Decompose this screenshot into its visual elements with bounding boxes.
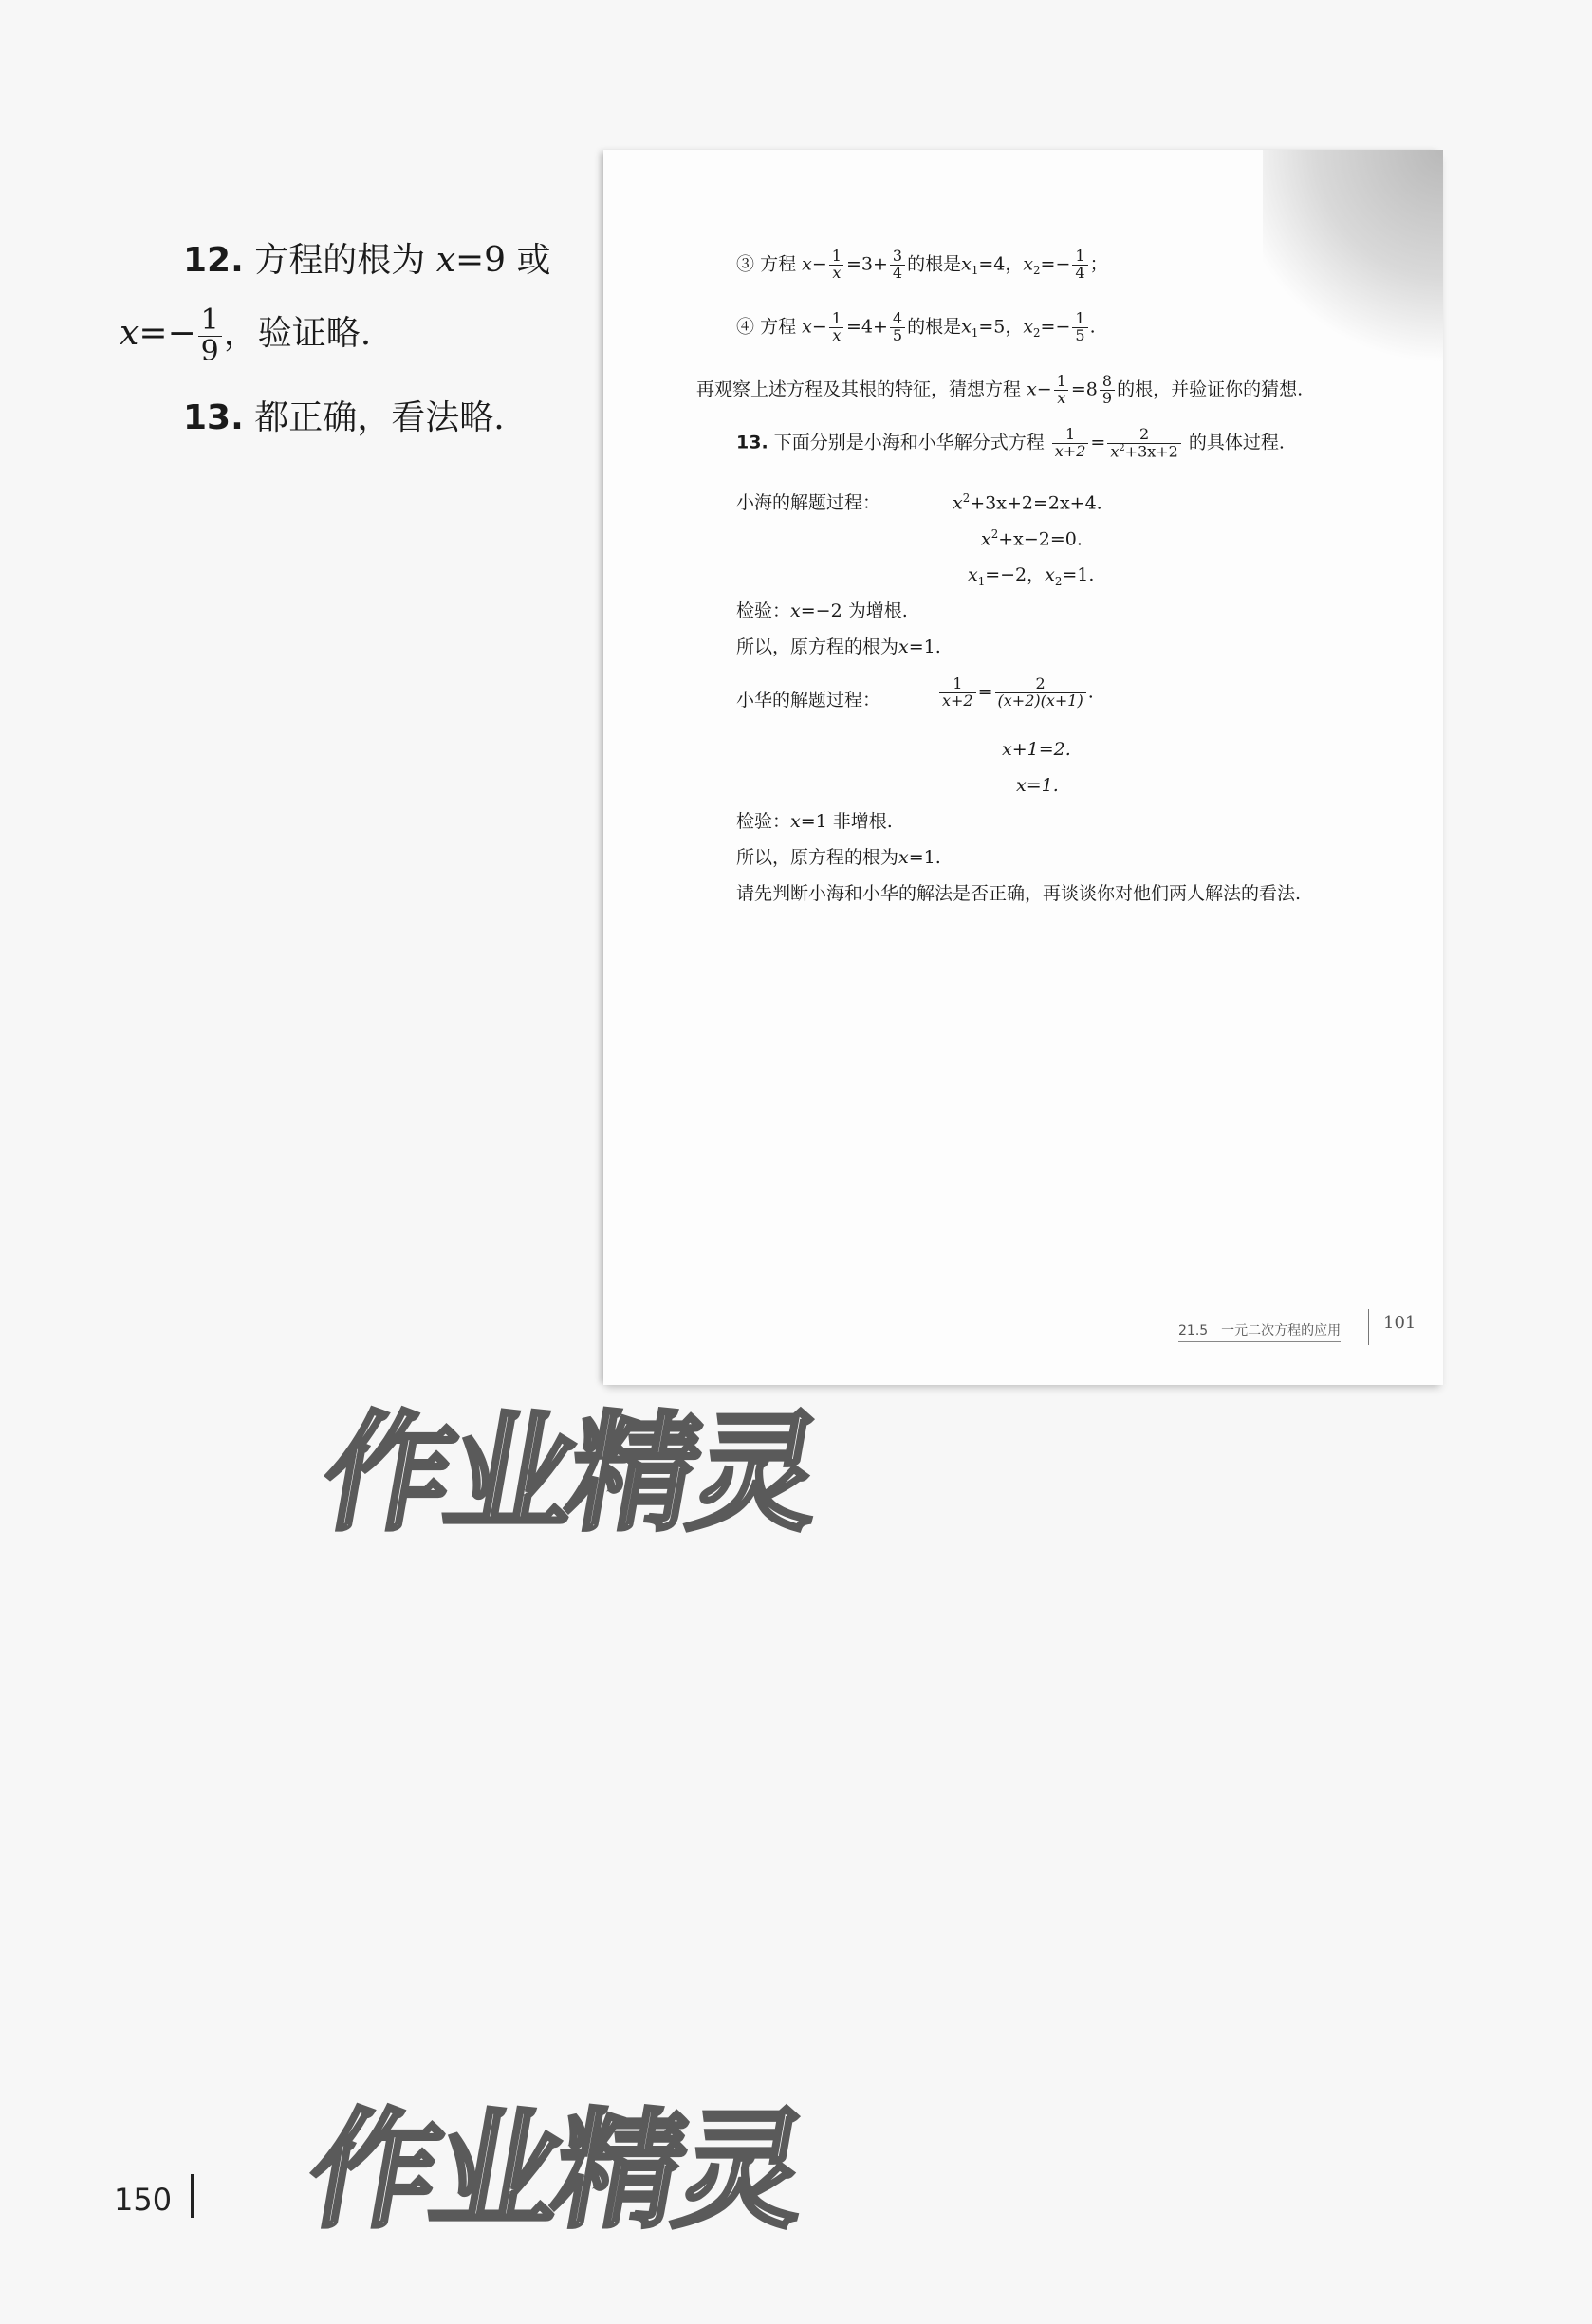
fraction: $\frac{1}{x+2}$ bbox=[1052, 427, 1089, 460]
footer-page-number: 101 bbox=[1383, 1313, 1416, 1333]
question-13: 13. 下面分别是小海和小华解分式方程 $\frac{1}{x+2}$ = $\frac{2}{x^2+3x+2}$ 的具体过程. bbox=[736, 425, 1285, 461]
final-instruction: 请先判断小海和小华的解法是否正确，再谈谈你对他们两人解法的看法. bbox=[736, 883, 1302, 904]
answer-12-text-b: ，验证略. bbox=[223, 314, 372, 353]
answer-12-text-a: 方程的根为 bbox=[254, 241, 426, 280]
xiaohai-line-1: $x^2+3x+2=2x+4$. bbox=[953, 491, 1102, 514]
var-x: x bbox=[435, 241, 456, 280]
answer-13-text: 都正确，看法略. bbox=[254, 398, 505, 437]
fraction: $\frac{2}{(x+2)(x+1)}$ bbox=[995, 676, 1086, 710]
xiaohua-line-2: x+1=2. bbox=[1002, 739, 1071, 760]
xiaohai-line-2: $x^2+x-2=0$. bbox=[981, 527, 1083, 550]
fraction: $\frac{3}{4}$ bbox=[890, 249, 905, 282]
watermark-bottom: 作业精灵 bbox=[298, 2096, 814, 2245]
answer-12-fraction: $\frac{1}{9}$ bbox=[198, 305, 222, 366]
var-x: x bbox=[120, 314, 139, 353]
xiaohua-label: 小华的解题过程： bbox=[736, 690, 881, 710]
check-1: 检验：x=−2 为增根. bbox=[736, 600, 908, 621]
answer-12-line1 bbox=[183, 239, 551, 284]
fraction: $\frac{8}{9}$ bbox=[1100, 374, 1115, 407]
fraction: $\frac{1}{x+2}$ bbox=[939, 676, 976, 710]
page-number: 150 bbox=[114, 2182, 173, 2218]
item-3: ③ 方程 x− $\frac{1}{x}$ =3+ $\frac{3}{4}$ 的根是$x_1=4$，$x_2=-$ $\frac{1}{4}$ ； bbox=[736, 247, 1108, 282]
answer-12-or: 或 bbox=[516, 241, 551, 280]
xiaohai-line-3: $x_1=-2$，$x_2=1$. bbox=[968, 564, 1095, 588]
answer-13-number: 13. bbox=[183, 398, 244, 437]
xiaohua-line-3: x=1. bbox=[1016, 775, 1059, 796]
conclusion-1: 所以，原方程的根为x=1. bbox=[736, 636, 941, 657]
fraction: $\frac{1}{x}$ bbox=[1054, 374, 1069, 407]
page-corner-shading bbox=[1263, 150, 1443, 368]
answer-12-number: 12. bbox=[183, 241, 244, 280]
textbook-page bbox=[603, 150, 1443, 1385]
fraction: $\frac{4}{5}$ bbox=[890, 311, 905, 344]
fraction: $\frac{1}{x}$ bbox=[829, 249, 844, 282]
footer-divider bbox=[1368, 1309, 1369, 1345]
xiaohai-label: 小海的解题过程： bbox=[736, 492, 881, 513]
answer-12-line2 bbox=[120, 305, 371, 366]
answer-12-eq2: =− bbox=[139, 314, 196, 353]
xiaohua-line-1: $\frac{1}{x+2}$ = $\frac{2}{(x+2)(x+1)}$ . bbox=[937, 676, 1094, 710]
conclusion-2: 所以，原方程的根为x=1. bbox=[736, 847, 941, 868]
fraction: $\frac{1}{4}$ bbox=[1072, 249, 1087, 282]
fraction: $\frac{1}{5}$ bbox=[1072, 311, 1087, 344]
page-number-bar bbox=[191, 2174, 194, 2218]
answer-12-eq1: =9 bbox=[455, 241, 507, 280]
footer-section: 21.5 一元二次方程的应用 bbox=[1178, 1320, 1341, 1342]
fraction: $\frac{2}{x^2+3x+2}$ bbox=[1107, 427, 1181, 460]
fraction: $\frac{1}{x}$ bbox=[829, 311, 844, 344]
watermark-top: 作业精灵 bbox=[312, 1399, 828, 1548]
observe-line: 再观察上述方程及其根的特征，猜想方程 x− $\frac{1}{x}$ =8 $\frac{8}{9}$ 的根，并验证你的猜想. bbox=[696, 372, 1304, 407]
check-2: 检验：x=1 非增根. bbox=[736, 811, 893, 832]
item-4: ④ 方程 x− $\frac{1}{x}$ =4+ $\frac{4}{5}$ 的根是$x_1=5$，$x_2=-$ $\frac{1}{5}$ . bbox=[736, 309, 1096, 344]
answer-13-line bbox=[183, 397, 505, 441]
